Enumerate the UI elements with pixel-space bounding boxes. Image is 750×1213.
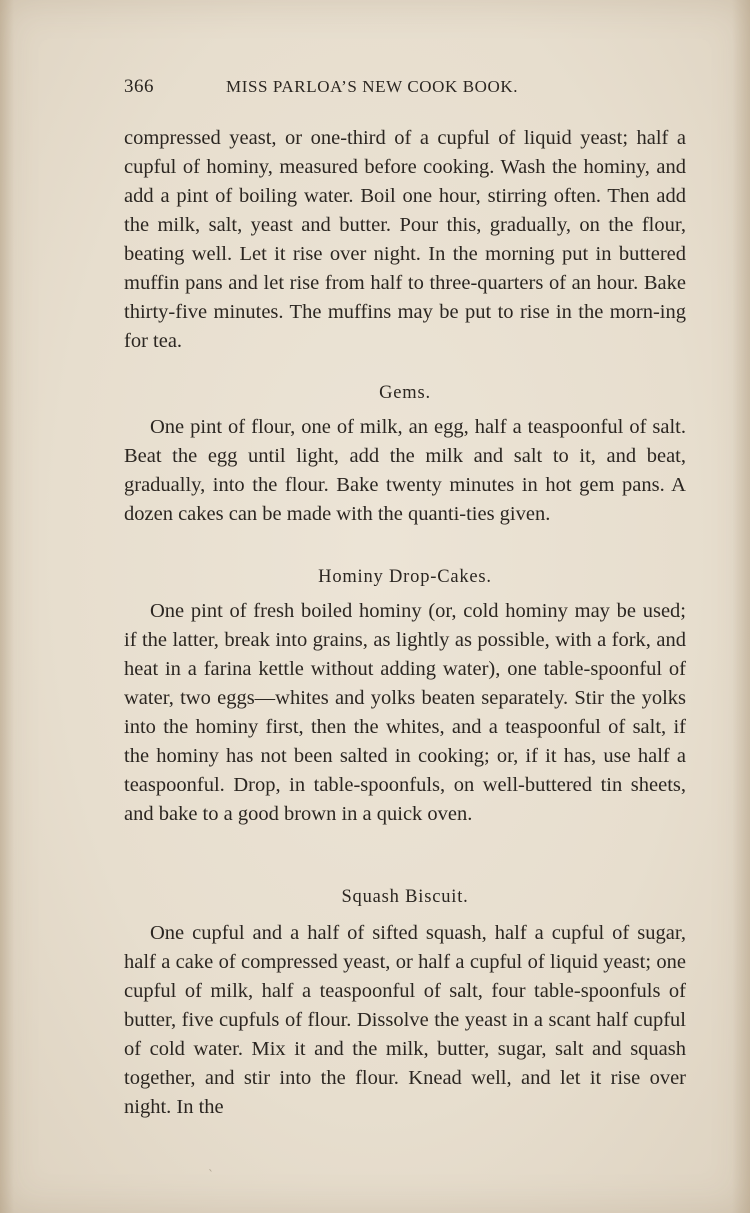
- recipe-heading-gems: Gems.: [379, 383, 431, 403]
- page-edge-shadow-left: [0, 0, 14, 1213]
- page-number: 366: [124, 76, 154, 97]
- recipe-text-gems: One pint of flour, one of milk, an egg, half a teaspoonful of salt. Beat the egg until light, add the milk and salt to it, and beat, gradually, into the flour. Bake twenty minutes in hot gem pans. A dozen cakes can be made with the quanti-ties given.: [124, 416, 686, 525]
- recipe-text-hominy-drop-cakes: One pint of fresh boiled hominy (or, cold hominy may be used; if the latter, break into grains, as lightly as possible, with a fork, and heat in a farina kettle without adding water), one table-spoonful of water, two eggs—whites and yolks beaten separately. Stir the yolks into the hominy first, then the whites, and a teaspoonful of salt, if the hominy has not been salted in cooking; or, if it has, use half a teaspoonful. Drop, in table-spoonfuls, on well-buttered tin sheets, and bake to a good brown in a quick oven.: [124, 600, 686, 825]
- page-edge-shadow-right: [732, 0, 750, 1213]
- recipe-heading-hominy-drop-cakes: Hominy Drop-Cakes.: [318, 567, 492, 587]
- recipe-text-squash-biscuit: One cupful and a half of sifted squash, half a cupful of sugar, half a cake of compressed yeast, or half a cupful of liquid yeast; one cupful of milk, half a teaspoonful of salt, four table-spoonfuls of butter, five cupfuls of flour. Dissolve the yeast in a scant half cupful of cold water. Mix it and the milk, butter, sugar, salt and squash together, and stir into the flour. Knead well, and let it rise over night. In the: [124, 922, 686, 1118]
- paper-speck-mark: ˋ: [208, 1168, 214, 1182]
- recipe-heading-squash-biscuit: Squash Biscuit.: [341, 887, 469, 907]
- book-title: MISS PARLOA’S NEW COOK BOOK.: [226, 77, 519, 96]
- continued-paragraph: compressed yeast, or one-third of a cupful of liquid yeast; half a cupful of hominy, measured before cooking. Wash the hominy, and add a pint of boiling water. Boil one hour, stirring often. Then add the milk, salt, yeast and butter. Pour this, gradually, on the flour, beating well. Let it rise over night. In the morning put in buttered muffin pans and let rise from half to three-quarters of an hour. Bake thirty-five minutes. The muffins may be put to rise in the morn-ing for tea.: [124, 127, 686, 352]
- running-head: [124, 72, 684, 102]
